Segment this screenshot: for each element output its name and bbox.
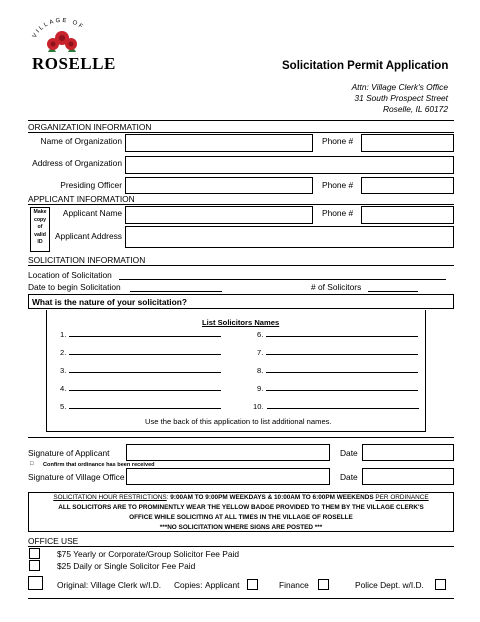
solicitor-number: 2. xyxy=(60,348,67,357)
restrictions-hours: 9:00AM TO 9:00PM WEEKDAYS & 10:00AM TO 6:00PM WEEKENDS xyxy=(168,494,376,501)
original-label: Original: Village Clerk w/I.D. xyxy=(57,580,162,590)
solicitation-heading-rule xyxy=(28,265,454,266)
applicant-date-input[interactable] xyxy=(362,444,454,461)
solicitor-number: 5. xyxy=(60,402,67,411)
restrictions-line-3: OFFICE WHILE SOLICITING AT ALL TIMES IN THE VILLAGE OF ROSELLE xyxy=(129,514,353,521)
solicitor-row[interactable] xyxy=(257,365,418,375)
location-line[interactable] xyxy=(119,279,446,280)
org-name-label: Name of Organization xyxy=(40,136,122,146)
copy-police-label: Police Dept. w/I.D. xyxy=(355,580,424,590)
restrictions-line-4: ***NO SOLICITATION WHERE SIGNS ARE POSTED *** xyxy=(159,524,323,531)
solicitor-row[interactable] xyxy=(60,329,221,339)
restrictions-colon: : xyxy=(166,494,169,501)
solicitor-number: 10. xyxy=(253,402,264,411)
applicant-signature-input[interactable] xyxy=(126,444,330,461)
solicitor-number: 8. xyxy=(257,366,264,375)
logo-roses-graphic xyxy=(22,18,102,58)
id-note-line: valid xyxy=(34,231,46,238)
id-note-line: copy xyxy=(33,216,47,223)
nature-question: What is the nature of your solicitation? xyxy=(32,297,187,307)
office-date-input[interactable] xyxy=(362,468,454,485)
org-heading-rule xyxy=(28,132,454,133)
location-label: Location of Solicitation xyxy=(28,270,112,280)
solicitation-heading: SOLICITATION INFORMATION xyxy=(28,255,146,265)
restrictions-line-2: ALL SOLICITORS ARE TO PROMINENTLY WEAR THE YELLOW BADGE PROVIDED TO THEM BY THE VILLAGE CLERK'S xyxy=(58,504,424,511)
applicant-address-input[interactable] xyxy=(125,226,454,248)
confirm-ordinance-checkbox[interactable]: □ xyxy=(30,461,34,467)
presiding-officer-label: Presiding Officer xyxy=(60,180,122,190)
org-name-input[interactable] xyxy=(125,134,313,152)
restrictions-lead: SOLICITATION HOUR RESTRICTIONS xyxy=(53,494,167,501)
applicant-name-input[interactable] xyxy=(125,206,313,224)
org-heading: ORGANIZATION INFORMATION xyxy=(28,122,152,132)
confirm-ordinance-text: Confirm that ordinance has been received xyxy=(43,462,155,468)
solicitor-row[interactable] xyxy=(60,401,221,411)
org-top-rule xyxy=(28,120,454,121)
logo-arc-text: VILLAGE OF xyxy=(31,18,86,40)
solicitor-number: 6. xyxy=(257,330,264,339)
id-note-line: Make xyxy=(33,209,47,215)
solicitor-number: 4. xyxy=(60,384,67,393)
village-logo xyxy=(22,18,116,73)
copies-label: Copies: xyxy=(174,580,203,590)
original-checkbox[interactable] xyxy=(28,576,43,590)
applicant-heading-rule xyxy=(28,204,454,205)
fee-25-label: $25 Daily or Single Solicitor Fee Paid xyxy=(57,561,196,571)
solicitor-row[interactable] xyxy=(60,347,221,357)
applicant-date-label: Date xyxy=(340,448,358,458)
applicant-heading: APPLICANT INFORMATION xyxy=(28,194,135,204)
fee-75-checkbox[interactable] xyxy=(29,548,40,559)
applicant-address-label: Applicant Address xyxy=(54,231,122,241)
solicitor-row[interactable] xyxy=(257,329,418,339)
copy-police-checkbox[interactable] xyxy=(435,579,446,590)
copy-applicant-label: Applicant xyxy=(205,580,240,590)
office-use-rule xyxy=(28,546,454,547)
bottom-rule xyxy=(28,598,454,599)
solicitor-number: 1. xyxy=(60,330,67,339)
attn-line: Attn: Village Clerk's Office xyxy=(351,82,448,92)
city-address: Roselle, IL 60172 xyxy=(382,104,448,114)
solicitor-row[interactable] xyxy=(60,383,221,393)
solicitors-count-line[interactable] xyxy=(368,291,418,292)
street-address: 31 South Prospect Street xyxy=(354,93,448,103)
solicitors-list-title: List Solicitors Names xyxy=(202,318,280,327)
start-date-line[interactable] xyxy=(130,291,222,292)
officer-phone-input[interactable] xyxy=(361,177,454,194)
solicitors-count-label: # of Solicitors xyxy=(311,282,362,292)
applicant-signature-label: Signature of Applicant xyxy=(28,448,110,458)
solicitor-number: 3. xyxy=(60,366,67,375)
copy-applicant-checkbox[interactable] xyxy=(247,579,258,590)
officer-phone-label: Phone # xyxy=(322,180,354,190)
solicitor-row[interactable] xyxy=(257,383,418,393)
restrictions-line-1 xyxy=(29,493,453,503)
solicitor-number: 7. xyxy=(257,348,264,357)
office-signature-input[interactable] xyxy=(126,468,330,485)
applicant-phone-label: Phone # xyxy=(322,208,354,218)
id-note-line: of xyxy=(37,224,43,231)
restrictions-box xyxy=(28,492,454,532)
org-phone-label: Phone # xyxy=(322,136,354,146)
solicitor-row[interactable] xyxy=(60,365,221,375)
nature-box[interactable] xyxy=(28,294,454,309)
fee-25-checkbox[interactable] xyxy=(29,560,40,571)
applicant-phone-input[interactable] xyxy=(361,206,454,224)
org-address-input[interactable] xyxy=(125,156,454,174)
id-note-line: ID xyxy=(37,239,43,246)
office-signature-label: Signature of Village Office xyxy=(28,472,125,482)
office-date-label: Date xyxy=(340,472,358,482)
office-use-heading: OFFICE USE xyxy=(28,536,79,546)
logo-name: ROSELLE xyxy=(32,54,116,73)
restrictions-per-ordinance: PER ORDINANCE xyxy=(375,494,429,501)
id-note-box xyxy=(30,207,50,252)
start-date-label: Date to begin Solicitation xyxy=(28,282,121,292)
solicitor-number: 9. xyxy=(257,384,264,393)
copy-finance-label: Finance xyxy=(279,580,309,590)
solicitors-list-box xyxy=(46,310,426,432)
solicitors-list-note: Use the back of this application to list additional names. xyxy=(145,417,332,426)
solicitor-row[interactable] xyxy=(257,347,418,357)
signature-top-rule xyxy=(28,437,454,438)
org-address-label: Address of Organization xyxy=(32,158,122,168)
form-title: Solicitation Permit Application xyxy=(282,60,449,72)
copy-finance-checkbox[interactable] xyxy=(318,579,329,590)
solicitor-row[interactable] xyxy=(253,401,419,411)
org-phone-input[interactable] xyxy=(361,134,454,152)
applicant-name-label: Applicant Name xyxy=(62,208,122,218)
presiding-officer-input[interactable] xyxy=(125,177,313,194)
fee-75-label: $75 Yearly or Corporate/Group Solicitor Fee Paid xyxy=(57,549,240,559)
